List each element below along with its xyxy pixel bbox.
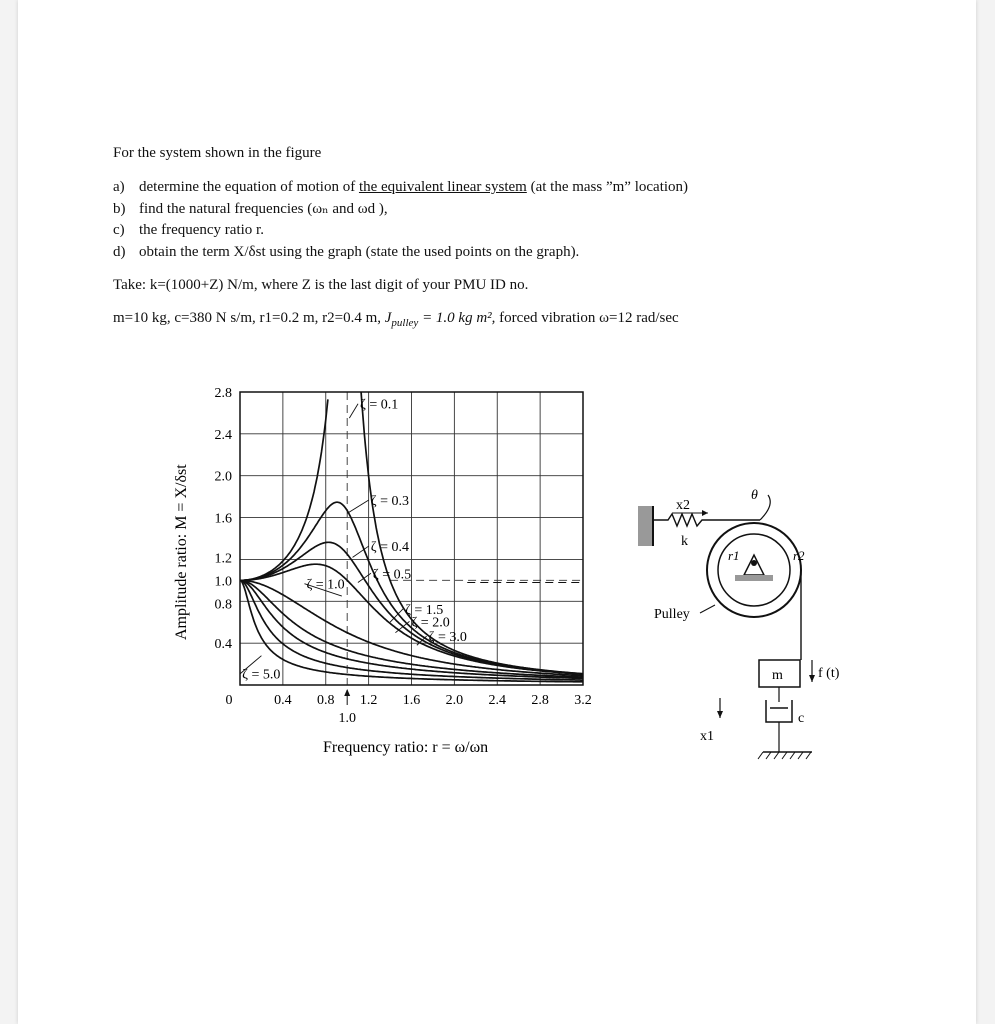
r1-pointer-head [344,689,350,696]
question-c: c) the frequency ratio r. [113,222,264,238]
zeta-label: ζ = 0.5 [372,567,412,583]
m-label: m [772,668,783,683]
question-a: a) determine the equation of motion of the equivalent linear system (at the mass ”m” location) [113,179,689,195]
mechanical-diagram [638,488,840,759]
y-tick-label: 2.8 [214,386,232,401]
wall-hatch [638,506,653,546]
x-tick-label: 2.0 [445,693,464,708]
x2-arrowhead [702,510,708,516]
x1-label: x1 [700,729,714,744]
y-tick-label: 1.2 [214,551,232,567]
damper-body [766,700,792,722]
zeta-label: ζ = 3.0 [428,630,467,646]
y-tick-label: 0.8 [214,597,232,613]
take-line: Take: k=(1000+Z) N/m, where Z is the last digit of your PMU ID no. [113,277,529,293]
underlined-phrase: the equivalent linear system [358,179,527,195]
k-label: k [681,534,688,549]
y-tick-label: 0.4 [214,637,232,653]
x2-label: x2 [676,498,690,513]
y-tick-label: 2.4 [214,427,232,443]
zeta-label: ζ = 0.1 [360,397,399,413]
zeta-leader [349,404,358,418]
x-tick-label: 2.4 [488,693,506,708]
chart-grid [240,392,583,685]
zeta-label: ζ = 0.3 [370,494,409,510]
y-tick-label: 2.0 [214,469,232,485]
pulley-label: Pulley [654,607,690,622]
x-tick-label: 1.6 [402,693,421,708]
x-axis-label: Frequency ratio: r = ω/ωn [323,739,489,756]
zeta-label: ζ = 1.5 [405,602,444,618]
theta-arc [760,495,770,520]
x-tick-label: 3.2 [574,693,592,708]
pulley-center [751,560,757,566]
y-tick-label: 1.6 [214,511,232,527]
x-tick-label: 1.2 [359,693,378,708]
zeta-label: ζ = 2.0 [411,615,450,631]
question-b: b) find the natural frequencies (ωₙ and ωd ), [113,200,388,217]
given-values: m=10 kg, c=380 N s/m, r1=0.2 m, r2=0.4 m, $J_{pulley} = 1.0$ kg m², forced vibration ω=12 rad/sec [113,310,679,329]
r1-label: r1 [728,548,740,563]
intro-text: For the system shown in the figure [113,145,322,161]
zeta-label: ζ = 5.0 [242,667,281,683]
r2-label: r2 [793,548,805,563]
x-tick-label: 0.8 [317,693,335,708]
x1-arrowhead [717,711,723,718]
y-tick-label: 1.0 [214,574,232,590]
x-tick-label: 1.0 [338,711,356,726]
zeta-label: ζ = 0.4 [370,540,409,556]
force-label: f (t) [818,666,840,681]
theta-label: θ [751,488,758,503]
x-tick-label: 2.8 [531,693,549,708]
x-tick-label: 0 [225,693,233,708]
x-tick-label: 0.4 [274,693,292,708]
pulley-leader [700,605,715,613]
pivot-ground [735,575,773,581]
ground-hatch [758,752,811,759]
y-axis-label: Amplitude ratio: M = X/δst [173,464,190,640]
zeta-leader [347,500,369,513]
force-arrowhead [809,675,815,682]
zeta-label: ζ = 1.0 [306,577,345,593]
c-label: c [798,711,805,726]
question-d: d) obtain the term X/δst using the graph (state the used points on the graph). [113,243,580,260]
